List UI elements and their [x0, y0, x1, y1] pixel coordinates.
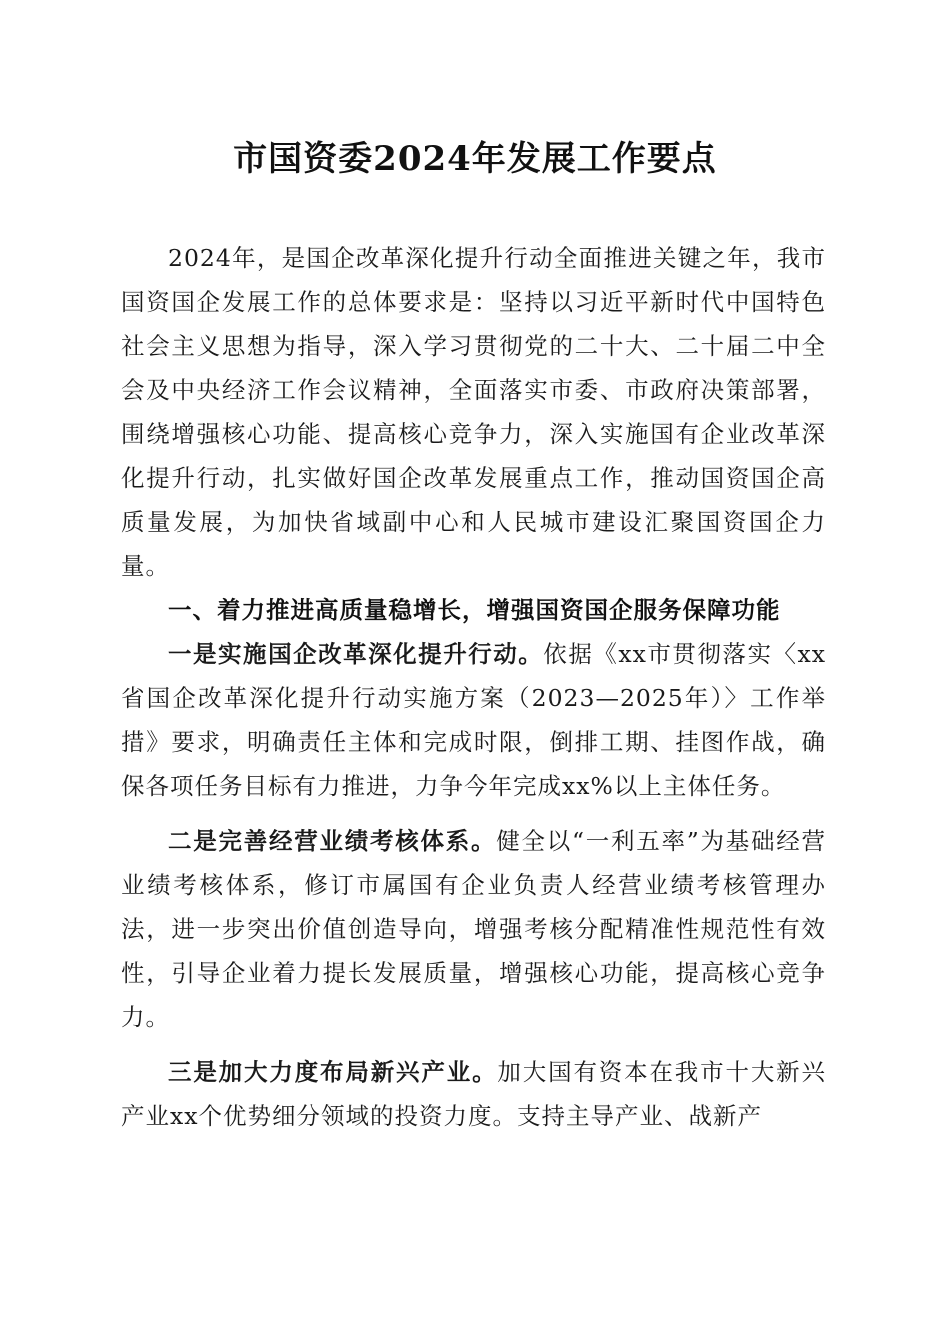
document-body: [121, 236, 826, 1138]
item-text: 依据《xx市贯彻落实〈xx省国企改革深化提升行动实施方案（2023—2025年）〉工作举措》要求，明确责任主体和完成时限，倒排工期、挂图作战，确保各项任务目标有力推进，力争今年完成xx%以上主体任务。: [121, 640, 827, 800]
item-text: 加大国有资本在我市十大新兴产业xx个优势细分领域的投资力度。支持主导产业、战新产: [121, 1058, 827, 1130]
item-paragraph-3: [121, 1050, 826, 1138]
item-paragraph-1: [121, 632, 826, 808]
item-lead: 三是加大力度布局新兴产业。: [168, 1058, 498, 1086]
item-lead: 二是完善经营业绩考核体系。: [168, 827, 497, 855]
section-heading: 一、着力推进高质量稳增长，增强国资国企服务保障功能: [168, 596, 781, 624]
item-text: 健全以“一利五率”为基础经营业绩考核体系，修订市属国有企业负责人经营业绩考核管理办法，进一步突出价值创造导向，增强考核分配精准性规范性有效性，引导企业着力提长发展质量，增强核心功能，提高核心竞争力。: [121, 827, 826, 1031]
document-title: 市国资委2024年发展工作要点: [233, 139, 717, 179]
intro-paragraph: 2024年，是国企改革深化提升行动全面推进关键之年，我市国资国企发展工作的总体要求是：坚持以习近平新时代中国特色社会主义思想为指导，深入学习贯彻党的二十大、二十届二中全会及中央经济工作会议精神，全面落实市委、市政府决策部署，围绕增强核心功能、提高核心竞争力，深入实施国有企业改革深化提升行动，扎实做好国企改革发展重点工作，推动国资国企高质量发展，为加快省域副中心和人民城市建设汇聚国资国企力量。: [121, 244, 826, 580]
item-lead: 一是实施国企改革深化提升行动。: [168, 640, 544, 668]
item-paragraph-2: [121, 819, 826, 1039]
